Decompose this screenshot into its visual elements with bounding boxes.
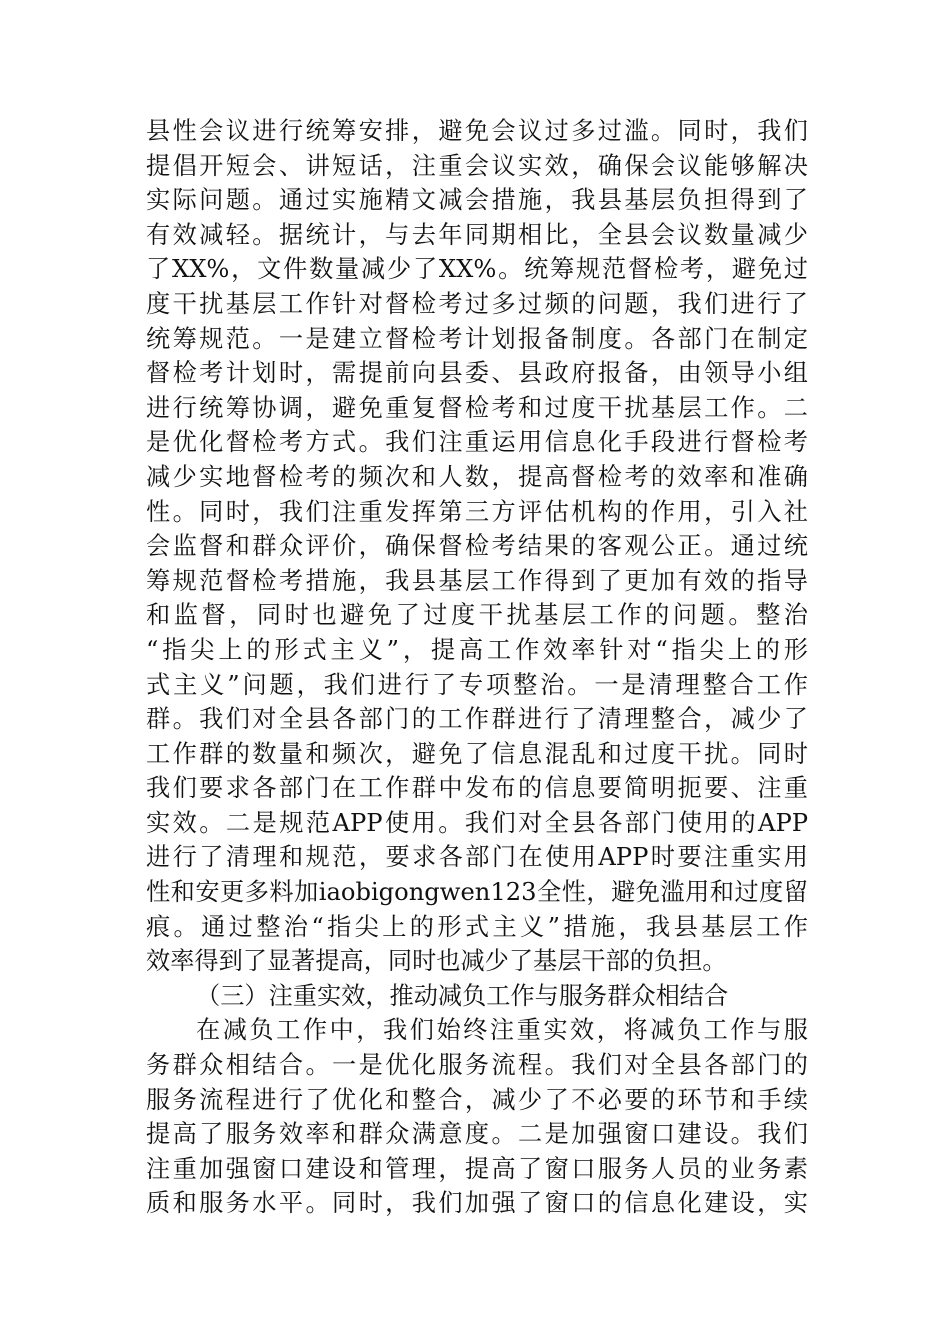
text-line: 和监督，同时也避免了过度干扰基层工作的问题。整治 bbox=[146, 601, 808, 630]
text-line: 提高了服务效率和群众满意度。二是加强窗口建设。我们 bbox=[146, 1120, 808, 1149]
text-line: 工作群的数量和频次，避免了信息混乱和过度干扰。同时 bbox=[146, 739, 808, 768]
text-line: 统筹规范。一是建立督检考计划报备制度。各部门在制定 bbox=[146, 324, 808, 353]
text-line: 是优化督检考方式。我们注重运用信息化手段进行督检考 bbox=[146, 428, 808, 457]
text-line: 注重加强窗口建设和管理，提高了窗口服务人员的业务素 bbox=[146, 1154, 808, 1183]
paragraph-1 bbox=[146, 114, 808, 979]
document-body bbox=[146, 114, 808, 1221]
text-line: 减少实地督检考的频次和人数，提高督检考的效率和准确 bbox=[146, 462, 808, 491]
text-line: 会监督和群众评价，确保督检考结果的客观公正。通过统 bbox=[146, 532, 808, 561]
text-line: 我们要求各部门在工作群中发布的信息要简明扼要、注重 bbox=[146, 774, 808, 803]
text-line: 务群众相结合。一是优化服务流程。我们对全县各部门的 bbox=[146, 1051, 808, 1080]
text-line: 县性会议进行统筹安排，避免会议过多过滥。同时，我们 bbox=[146, 117, 808, 145]
text-line: 痕。通过整治“指尖上的形式主义”措施，我县基层工作 bbox=[146, 912, 808, 941]
section-heading: （三）注重实效，推动减负工作与服务群众相结合 bbox=[196, 981, 729, 1010]
text-line: 服务流程进行了优化和整合，减少了不必要的环节和手续 bbox=[146, 1085, 808, 1114]
text-line: 在减负工作中，我们始终注重实效，将减负工作与服 bbox=[196, 1016, 808, 1045]
text-line: “指尖上的形式主义”，提高工作效率针对“指尖上的形 bbox=[146, 635, 808, 664]
text-line: 质和服务水平。同时，我们加强了窗口的信息化建设，实 bbox=[146, 1189, 808, 1218]
text-line: 群。我们对全县各部门的工作群进行了清理整合，减少了 bbox=[146, 705, 808, 734]
text-line: 性和安更多料加iaobigongwen123全性，避免滥用和过度留 bbox=[146, 878, 808, 907]
text-line: 有效减轻。据统计，与去年同期相比，全县会议数量减少 bbox=[146, 220, 808, 249]
text-line: 度干扰基层工作针对督检考过多过频的问题，我们进行了 bbox=[146, 289, 808, 318]
text-line: 式主义”问题，我们进行了专项整治。一是清理整合工作 bbox=[146, 670, 808, 699]
text-line: 筹规范督检考措施，我县基层工作得到了更加有效的指导 bbox=[146, 566, 808, 595]
text-line: 实际问题。通过实施精文减会措施，我县基层负担得到了 bbox=[146, 186, 808, 215]
text-line: 效率得到了显著提高，同时也减少了基层干部的负担。 bbox=[146, 947, 727, 976]
paragraph-2 bbox=[146, 1013, 808, 1221]
text-line: 实效。二是规范APP使用。我们对全县各部门使用的APP bbox=[146, 808, 808, 837]
text-line: 了XX%，文件数量减少了XX%。统筹规范督检考，避免过 bbox=[146, 255, 808, 284]
text-line: 督检考计划时，需提前向县委、县政府报备，由领导小组 bbox=[146, 359, 808, 388]
text-line: 提倡开短会、讲短话，注重会议实效，确保会议能够解决 bbox=[146, 151, 808, 180]
text-line: 性。同时，我们注重发挥第三方评估机构的作用，引入社 bbox=[146, 497, 808, 526]
text-line: 进行了清理和规范，要求各部门在使用APP时要注重实用 bbox=[146, 843, 808, 872]
text-line: 进行统筹协调，避免重复督检考和过度干扰基层工作。二 bbox=[146, 393, 808, 422]
